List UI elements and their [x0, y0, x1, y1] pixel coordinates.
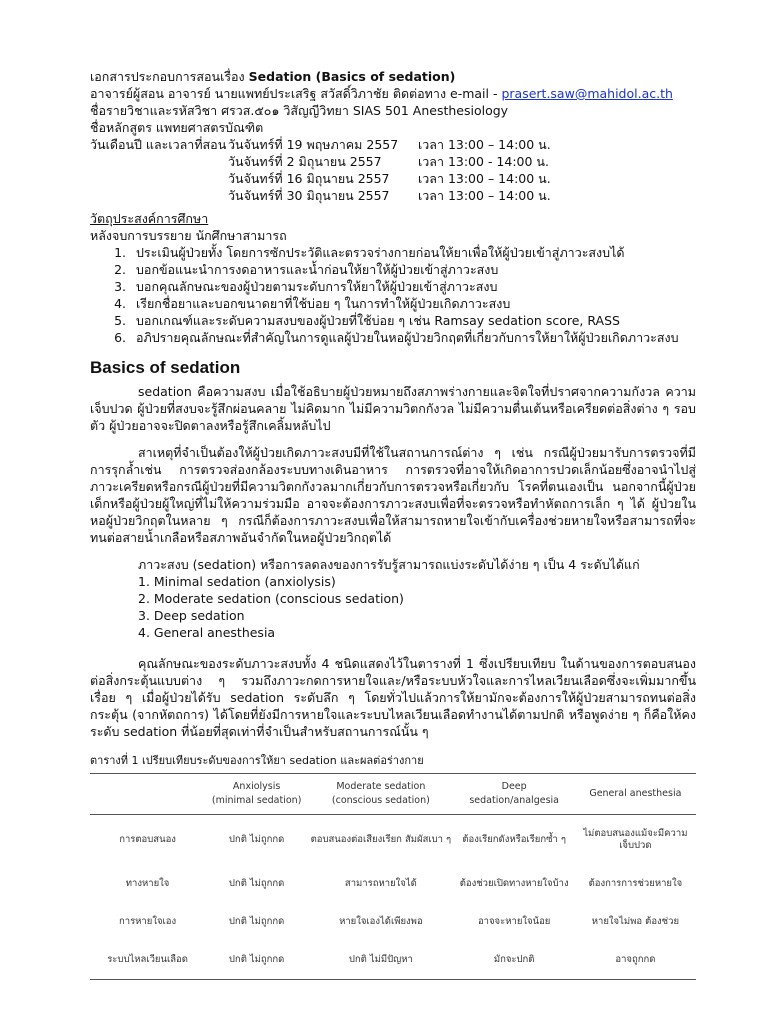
level-item: 3. Deep sedation: [138, 608, 245, 623]
table-cell: หายใจเองได้เพียงพอ: [339, 916, 423, 927]
table-cell: ต้องช่วยเปิดทางหายใจบ้าง: [459, 878, 569, 889]
curriculum-line: ชื่อหลักสูตร แพทยศาสตรบัณฑิต: [90, 120, 264, 135]
table-cell: ตอบสนองต่อเสียงเรียก สัมผัสเบา ๆ: [310, 834, 452, 845]
objectives-intro: หลังจบการบรรยาย นักศึกษาสามารถ: [90, 228, 287, 243]
table-cell: ไม่ตอบสนองแม้จะมีความเจ็บปวด: [583, 828, 688, 851]
table-cell: การหายใจเอง: [118, 916, 177, 927]
objective-item: 1. ประเมินผู้ป่วยทั้ง โดยการซักประวัติและตรวจร่างกายก่อนให้ยาเพื่อให้ผู้ป่วยเข้าสู่ภาวะสงบได้: [130, 244, 696, 261]
schedule-time: เวลา 13:00 – 14:00 น.: [418, 137, 551, 152]
table-cell: ต้องการการช่วยหายใจ: [588, 878, 683, 889]
table-cell: อาจจะหายใจน้อย: [477, 916, 551, 927]
column-header: General anesthesia: [575, 774, 696, 815]
doc-title-line: [90, 68, 696, 85]
table-row: [90, 941, 696, 980]
schedule-time: เวลา 13:00 - 14:00 น.: [418, 154, 549, 169]
objective-item: 3. บอกคุณลักษณะของผู้ป่วยตามระดับการให้ยาให้ผู้ป่วยเข้าสู่ภาวะสงบ: [130, 278, 696, 295]
table-cell: ทางหายใจ: [125, 878, 170, 889]
column-header: [90, 774, 205, 815]
schedule-row: [90, 170, 696, 187]
instructor-text: อาจารย์ผู้สอน อาจารย์ นายแพทย์ประเสริฐ สวัสดิ์วิภาชัย ติดต่อทาง e-mail -: [90, 86, 502, 101]
section-heading: Basics of sedation: [90, 358, 241, 377]
schedule-date: วันจันทร์ที่ 2 มิถุนายน 2557: [228, 154, 382, 169]
column-header: Anxiolysis (minimal sedation): [205, 774, 308, 815]
doc-title: Sedation (Basics of sedation): [248, 69, 456, 84]
course-line: ชื่อรายวิชาและรหัสวิชา ศรวส.๕๐๑ วิสัญญีวิทยา SIAS 501 Anesthesiology: [90, 103, 509, 118]
email-link[interactable]: prasert.saw@mahidol.ac.th: [501, 86, 673, 101]
column-header: Deep sedation/analgesia: [454, 774, 575, 815]
schedule-date: วันจันทร์ที่ 30 มิถุนายน 2557: [228, 188, 390, 203]
objective-item: 4. เรียกชื่อยาและบอกขนาดยาที่ใช้บ่อย ๆ ในการทำให้ผู้ป่วยเกิดภาวะสงบ: [130, 295, 696, 312]
objectives-heading: วัตถุประสงค์การศึกษา: [90, 211, 209, 226]
table-cell: หายใจไม่พอ ต้องช่วย: [591, 916, 680, 927]
schedule-row: [90, 187, 696, 204]
table-cell: ปกติ ไม่ถูกกด: [228, 916, 285, 927]
levels-intro: ภาวะสงบ (sedation) หรือการลดลงของการรับรู้สามารถแบ่งระดับได้ง่าย ๆ เป็น 4 ระดับได้แก่: [138, 557, 640, 572]
doc-title-prefix: เอกสารประกอบการสอนเรื่อง: [90, 69, 249, 84]
level-item: 1. Minimal sedation (anxiolysis): [138, 574, 336, 589]
schedule-label: วันเดือนปี และเวลาที่สอน: [90, 137, 227, 152]
table-cell: อาจถูกกด: [575, 941, 696, 980]
table-row: [90, 903, 696, 941]
level-item: 4. General anesthesia: [138, 625, 276, 640]
table-row: [90, 865, 696, 903]
objective-item: 2. บอกข้อแนะนำการงดอาหารและน้ำก่อนให้ยาให้ผู้ป่วยเข้าสู่ภาวะสงบ: [130, 261, 696, 278]
level-item: 2. Moderate sedation (conscious sedation): [138, 591, 404, 606]
objectives-list: [90, 244, 696, 346]
schedule-time: เวลา 13:00 – 14:00 น.: [418, 188, 551, 203]
column-header: Moderate sedation (conscious sedation): [308, 774, 453, 815]
schedule-row: [90, 153, 696, 170]
table-cell: การตอบสนอง: [119, 834, 176, 845]
paragraph: สาเหตุที่จำเป็นต้องให้ผู้ป่วยเกิดภาวะสงบมีที่ใช้ในสถานการณ์ต่าง ๆ เช่น กรณีผู้ป่วยมารับการตรวจที่มีการรุกล้ำเช่น การตรวจส่องกล้องระบบทางเดินอาหาร การตรวจที่อาจให้เกิดอาการปวดเล็กน้อยซึ่งอาจนำไปสู่ภาวะเครียดหรือกรณีผู้ป่วยที่มีความวิตกกังวลมากเกี่ยวกับการตรวจหรือเกี่ยวกับ โรคที่ตนเองเป็น นอกจากนี้ผู้ป่วยเด็กหรือผู้ป่วยผู้ใหญ่ที่ไม่ให้ความร่วมมือ อาจจะต้องการภาวะสงบเพื่อที่จะตรวจหรือทำหัตถการเล็ก ๆ ได้ ผู้ป่วยในหอผู้ป่วยวิกฤตในหลาย ๆ กรณีก็ต้องการภาวะสงบเพื่อให้สามารถหายใจเข้ากับเครื่องช่วยหายใจหรือสามารถที่จะทนต่อสายน้ำเกลือหรือสภาพอันจำกัดในหอผู้ป่วยวิกฤตได้: [90, 445, 696, 545]
schedule: [90, 136, 696, 204]
instructor-line: [90, 85, 696, 102]
table-cell: สามารถหายใจได้: [344, 878, 417, 889]
paragraph: คุณลักษณะของระดับภาวะสงบทั้ง 4 ชนิดแสดงไว้ในตารางที่ 1 ซึ่งเปรียบเทียบ ในด้านของการตอบสนองต่อสิ่งกระตุ้นแบบต่าง ๆ รวมถึงภาวะกดการหายใจและ/หรือระบบหัวใจและการไหลเวียนเลือดซึ่งจะเพิ่มมากขึ้นเรื่อย ๆ เมื่อผู้ป่วยได้รับ sedation ระดับลึก ๆ โดยทั่วไปแล้วการให้ยามักจะต้องการให้ผู้ป่วยสามารถทนต่อสิ่งกระตุ้น (จากหัตถการ) ได้โดยที่ยังมีการหายใจและระบบไหลเวียนเลือดทำงานได้ตามปกติ หรือพูดง่าย ๆ ก็คือให้คงระดับ sedation ที่น้อยที่สุดเท่าที่จำเป็นสำหรับสถานการณ์นั้น ๆ: [90, 656, 696, 739]
table-cell: ปกติ ไม่ถูกกด: [228, 878, 285, 889]
paragraph: sedation คือความสงบ เมื่อใช้อธิบายผู้ป่วยหมายถึงสภาพร่างกายและจิตใจที่ปราศจากความกังวล ความเจ็บปวด ผู้ป่วยที่สงบจะรู้สึกผ่อนคลาย ไม่คิดมาก ไม่มีความวิตกกังวล ไม่มีความตื่นเต้นหรือเครียดต่อสิ่งต่าง ๆ รอบตัว ผู้ป่วยอาจจะปิดตาลงหรือรู้สึกเคลิ้มหลับไป: [90, 384, 696, 433]
objective-item: 6. อภิปรายคุณลักษณะที่สำคัญในการดูแลผู้ป่วยในหอผู้ป่วยวิกฤตที่เกี่ยวกับการให้ยาให้ผู้ป่วยเกิดภาวะสงบ: [130, 329, 696, 346]
table-row: [90, 815, 696, 866]
table-cell: ปกติ ไม่ถูกกด: [228, 834, 285, 845]
schedule-date: วันจันทร์ที่ 16 มิถุนายน 2557: [228, 171, 390, 186]
table-cell: ปกติ ไม่ถูกกด: [205, 941, 308, 980]
table-caption: ตารางที่ 1 เปรียบเทียบระดับของการให้ยา sedation และผลต่อร่างกาย: [90, 754, 424, 767]
table-header-row: [90, 774, 696, 815]
schedule-time: เวลา 13:00 – 14:00 น.: [418, 171, 551, 186]
table-cell: ปกติ ไม่มีปัญหา: [308, 941, 453, 980]
schedule-date: วันจันทร์ที่ 19 พฤษภาคม 2557: [228, 137, 399, 152]
comparison-table: [90, 773, 696, 980]
table-cell: ระบบไหลเวียนเลือด: [90, 941, 205, 980]
objective-item: 5. บอกเกณฑ์และระดับความสงบของผู้ป่วยที่ใช้บ่อย ๆ เช่น Ramsay sedation score, RASS: [130, 312, 696, 329]
table-cell: มักจะปกติ: [454, 941, 575, 980]
table-cell: ต้องเรียกดังหรือเรียกซ้ำ ๆ: [462, 834, 566, 845]
sedation-levels: [138, 556, 696, 641]
schedule-row: [90, 136, 696, 153]
